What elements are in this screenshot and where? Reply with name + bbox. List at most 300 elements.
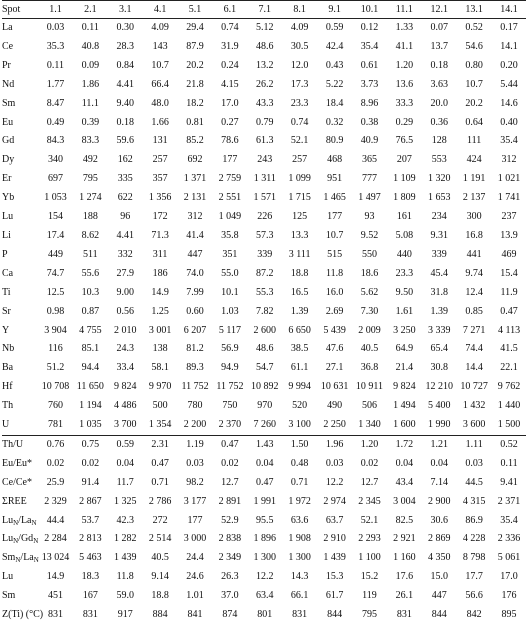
table-cell: 1 049	[212, 208, 247, 227]
row-label: La	[2, 19, 38, 38]
row-label: U	[2, 416, 38, 435]
table-cell: 9 824	[108, 378, 143, 397]
table-cell: 2 974	[317, 493, 352, 512]
table-cell: 26.2	[247, 76, 282, 95]
table-cell: 13.3	[282, 227, 317, 246]
table-cell: 1.03	[212, 303, 247, 322]
table-cell: 234	[422, 208, 457, 227]
table-cell: 30.6	[422, 512, 457, 531]
table-cell: 40.5	[143, 549, 178, 568]
table-cell: 0.43	[317, 57, 352, 76]
table-cell: 0.03	[457, 455, 492, 474]
table-cell: 10 631	[317, 378, 352, 397]
table-cell: 17.6	[387, 568, 422, 587]
table-cell: 7 260	[247, 416, 282, 435]
table-cell: 2 371	[492, 493, 526, 512]
table-cell: 2 293	[352, 530, 387, 549]
table-cell: 2 329	[38, 493, 73, 512]
table-cell: 5.22	[317, 76, 352, 95]
table-cell: 37.0	[212, 587, 247, 606]
table-cell: 16.5	[282, 284, 317, 303]
table-cell: 43.3	[247, 95, 282, 114]
table-cell: 177	[212, 151, 247, 170]
table-cell: 9.41	[492, 474, 526, 493]
table-cell: 5.62	[352, 284, 387, 303]
table-cell: 0.29	[387, 114, 422, 133]
table-cell: 692	[178, 151, 213, 170]
table-cell: 51.2	[38, 359, 73, 378]
column-header: 9.1	[317, 1, 352, 19]
table-cell: 1 432	[457, 397, 492, 416]
table-cell: 9 762	[492, 378, 526, 397]
table-cell: 0.11	[38, 57, 73, 76]
table-cell: 64.9	[387, 340, 422, 359]
table-cell: 1 439	[317, 549, 352, 568]
table-cell: 54.6	[457, 38, 492, 57]
table-cell: 1 972	[282, 493, 317, 512]
table-cell: 0.04	[387, 455, 422, 474]
table-cell: 0.20	[492, 57, 526, 76]
table-cell: 0.47	[492, 303, 526, 322]
table-cell: 0.02	[73, 455, 108, 474]
table-cell: 162	[108, 151, 143, 170]
table-cell: 1.96	[317, 435, 352, 454]
table-cell: 18.2	[178, 95, 213, 114]
subscript: N	[15, 556, 20, 564]
table-cell: 9.00	[108, 284, 143, 303]
table-cell: 3 600	[457, 416, 492, 435]
table-cell: 520	[282, 397, 317, 416]
table-cell: 884	[143, 606, 178, 625]
table-cell: 35.8	[212, 227, 247, 246]
subscript: N	[34, 556, 39, 564]
table-row	[2, 606, 526, 625]
table-cell: 186	[143, 265, 178, 284]
geochemistry-table	[2, 0, 526, 625]
column-header: 2.1	[73, 1, 108, 19]
table-cell: 777	[352, 170, 387, 189]
table-cell: 3 339	[422, 322, 457, 341]
table-cell: 257	[282, 151, 317, 170]
table-cell: 74.7	[38, 265, 73, 284]
table-cell: 52.1	[282, 132, 317, 151]
table-cell: 14.9	[143, 284, 178, 303]
table-cell: 15.2	[352, 568, 387, 587]
table-cell: 16.8	[457, 227, 492, 246]
table-cell: 0.71	[143, 474, 178, 493]
table-cell: 11 650	[73, 378, 108, 397]
table-cell: 38.5	[282, 340, 317, 359]
table-cell: 1 354	[143, 416, 178, 435]
table-cell: 0.47	[247, 474, 282, 493]
table-cell: 0.02	[352, 455, 387, 474]
row-label: Ba	[2, 359, 38, 378]
table-cell: 447	[178, 246, 213, 265]
table-cell: 44.5	[457, 474, 492, 493]
table-row	[2, 587, 526, 606]
table-row	[2, 493, 526, 512]
table-row	[2, 246, 526, 265]
table-cell: 33.4	[108, 359, 143, 378]
table-cell: 2 867	[73, 493, 108, 512]
table-cell: 1 274	[73, 189, 108, 208]
row-label: Li	[2, 227, 38, 246]
table-cell: 63.4	[247, 587, 282, 606]
row-label: Th/U	[2, 435, 38, 454]
table-cell: 7.30	[352, 303, 387, 322]
table-cell: 93	[352, 208, 387, 227]
table-cell: 2 514	[143, 530, 178, 549]
row-label: Eu/Eu*	[2, 455, 38, 474]
table-cell: 61.3	[247, 132, 282, 151]
table-cell: 84.3	[38, 132, 73, 151]
ratio-part: La	[23, 552, 34, 563]
table-cell: 55.6	[73, 265, 108, 284]
table-cell: 2 900	[422, 493, 457, 512]
table-cell: 167	[73, 587, 108, 606]
table-cell: 0.60	[178, 303, 213, 322]
table-cell: 13 024	[38, 549, 73, 568]
table-cell: 9 970	[143, 378, 178, 397]
table-cell: 5.12	[247, 19, 282, 38]
table-cell: 27.1	[317, 359, 352, 378]
table-cell: 63.6	[282, 512, 317, 531]
table-cell: 95.5	[247, 512, 282, 531]
table-cell: 2 010	[108, 322, 143, 341]
table-cell: 11.8	[317, 265, 352, 284]
table-cell: 795	[73, 170, 108, 189]
table-cell: 18.8	[282, 265, 317, 284]
table-cell: 15.0	[422, 568, 457, 587]
table-cell: 17.0	[212, 95, 247, 114]
column-header: 13.1	[457, 1, 492, 19]
table-cell: 4 228	[457, 530, 492, 549]
table-cell: 1.43	[247, 435, 282, 454]
table-cell: 0.02	[212, 455, 247, 474]
table-row	[2, 170, 526, 189]
table-cell: 15.4	[492, 265, 526, 284]
table-cell: 10 911	[352, 378, 387, 397]
table-cell: 500	[143, 397, 178, 416]
table-cell: 1 300	[247, 549, 282, 568]
column-header: 5.1	[178, 1, 213, 19]
table-cell: 468	[317, 151, 352, 170]
table-cell: 0.81	[178, 114, 213, 133]
row-label: $Lu_N/Gd_N$	[2, 530, 38, 549]
table-cell: 2 009	[352, 322, 387, 341]
table-cell: 2 786	[143, 493, 178, 512]
table-cell: 86.9	[457, 512, 492, 531]
table-cell: 0.18	[108, 114, 143, 133]
table-cell: 1 325	[108, 493, 143, 512]
table-cell: 4.41	[108, 76, 143, 95]
table-cell: 1 021	[492, 170, 526, 189]
table-cell: 177	[178, 512, 213, 531]
table-cell: 1.19	[178, 435, 213, 454]
table-cell: 781	[38, 416, 73, 435]
table-cell: 951	[317, 170, 352, 189]
row-label: Ca	[2, 265, 38, 284]
table-cell: 8.96	[352, 95, 387, 114]
row-label: Pr	[2, 57, 38, 76]
table-cell: 12.7	[352, 474, 387, 493]
table-cell: 176	[492, 587, 526, 606]
table-cell: 2 921	[387, 530, 422, 549]
table-cell: 844	[422, 606, 457, 625]
table-cell: 2 551	[212, 189, 247, 208]
table-cell: 550	[352, 246, 387, 265]
row-label: Th	[2, 397, 38, 416]
table-cell: 2.31	[143, 435, 178, 454]
table-cell: 36.8	[352, 359, 387, 378]
table-cell: 154	[38, 208, 73, 227]
subscript: N	[32, 519, 37, 527]
table-cell: 6 207	[178, 322, 213, 341]
table-cell: 14.3	[282, 568, 317, 587]
table-cell: 1.50	[282, 435, 317, 454]
table-cell: 3.63	[422, 76, 457, 95]
table-cell: 2 200	[178, 416, 213, 435]
table-cell: 424	[457, 151, 492, 170]
table-cell: 15.3	[317, 568, 352, 587]
column-header: 3.1	[108, 1, 143, 19]
row-label: $Sm_N/La_N$	[2, 549, 38, 568]
table-cell: 0.40	[492, 114, 526, 133]
table-cell: 1 053	[38, 189, 73, 208]
column-header: 10.1	[352, 1, 387, 19]
table-cell: 87.9	[178, 38, 213, 57]
table-cell: 1.77	[38, 76, 73, 95]
table-cell: 48.6	[247, 340, 282, 359]
table-cell: 0.39	[73, 114, 108, 133]
table-cell: 842	[457, 606, 492, 625]
table-cell: 41.4	[178, 227, 213, 246]
table-cell: 492	[73, 151, 108, 170]
table-cell: 188	[73, 208, 108, 227]
table-cell: 3 904	[38, 322, 73, 341]
table-cell: 10 708	[38, 378, 73, 397]
row-label: Ce/Ce*	[2, 474, 38, 493]
table-cell: 8.47	[38, 95, 73, 114]
table-cell: 2 131	[178, 189, 213, 208]
table-cell: 3 001	[143, 322, 178, 341]
table-cell: 0.87	[73, 303, 108, 322]
table-cell: 5 463	[73, 549, 108, 568]
table-cell: 506	[352, 397, 387, 416]
table-cell: 1 099	[282, 170, 317, 189]
table-cell: 1.20	[387, 57, 422, 76]
table-cell: 312	[178, 208, 213, 227]
table-cell: 1 600	[387, 416, 422, 435]
table-cell: 469	[492, 246, 526, 265]
table-cell: 29.4	[178, 19, 213, 38]
table-cell: 2 349	[212, 549, 247, 568]
row-label: Er	[2, 170, 38, 189]
table-cell: 12.7	[212, 474, 247, 493]
table-cell: 3 100	[282, 416, 317, 435]
table-cell: 23.3	[387, 265, 422, 284]
table-cell: 85.2	[178, 132, 213, 151]
table-cell: 1.01	[178, 587, 213, 606]
table-cell: 3.73	[352, 76, 387, 95]
table-cell: 40.9	[352, 132, 387, 151]
table-cell: 20.2	[178, 57, 213, 76]
table-cell: 35.4	[492, 512, 526, 531]
table-cell: 1.11	[457, 435, 492, 454]
table-cell: 96	[108, 208, 143, 227]
table-cell: 5 117	[212, 322, 247, 341]
table-cell: 1 809	[387, 189, 422, 208]
table-cell: 1 991	[247, 493, 282, 512]
table-row	[2, 530, 526, 549]
table-cell: 9.31	[422, 227, 457, 246]
table-cell: 841	[178, 606, 213, 625]
table-cell: 451	[38, 587, 73, 606]
subscript: N	[33, 537, 38, 545]
table-cell: 1 311	[247, 170, 282, 189]
table-cell: 795	[352, 606, 387, 625]
table-cell: 1.21	[422, 435, 457, 454]
table-cell: 2 137	[457, 189, 492, 208]
table-cell: 0.84	[108, 57, 143, 76]
table-row	[2, 95, 526, 114]
table-row	[2, 435, 526, 454]
table-cell: 66.1	[282, 587, 317, 606]
table-cell: 0.07	[422, 19, 457, 38]
table-cell: 1 109	[387, 170, 422, 189]
table-cell: 1 194	[73, 397, 108, 416]
table-cell: 14.4	[457, 359, 492, 378]
table-cell: 56.9	[212, 340, 247, 359]
table-cell: 21.4	[387, 359, 422, 378]
ratio-part: Gd	[21, 533, 33, 544]
column-header: 8.1	[282, 1, 317, 19]
table-cell: 12.0	[282, 57, 317, 76]
table-cell: 243	[247, 151, 282, 170]
table-cell: 81.2	[178, 340, 213, 359]
table-cell: 27.9	[108, 265, 143, 284]
table-cell: 0.64	[457, 114, 492, 133]
column-header: 7.1	[247, 1, 282, 19]
column-header: 11.1	[387, 1, 422, 19]
table-cell: 2 813	[73, 530, 108, 549]
table-cell: 11.7	[108, 474, 143, 493]
row-label: Sm	[2, 95, 38, 114]
table-cell: 8.62	[73, 227, 108, 246]
table-cell: 1 494	[387, 397, 422, 416]
table-cell: 1.72	[387, 435, 422, 454]
table-cell: 0.24	[212, 57, 247, 76]
table-cell: 55.3	[247, 284, 282, 303]
spot-corner-label: Spot	[2, 1, 38, 19]
row-label: Z(Ti) (°C)	[2, 606, 38, 625]
table-cell: 18.8	[143, 587, 178, 606]
table-cell: 0.98	[38, 303, 73, 322]
table-cell: 13.7	[422, 38, 457, 57]
table-cell: 7.99	[178, 284, 213, 303]
table-cell: 13.2	[247, 57, 282, 76]
table-cell: 35.4	[352, 38, 387, 57]
table-cell: 332	[108, 246, 143, 265]
table-cell: 87.2	[247, 265, 282, 284]
table-cell: 340	[38, 151, 73, 170]
table-cell: 1 371	[178, 170, 213, 189]
row-label: Eu	[2, 114, 38, 133]
table-cell: 40.5	[352, 340, 387, 359]
row-label: Lu	[2, 568, 38, 587]
table-cell: 7 271	[457, 322, 492, 341]
table-cell: 0.04	[108, 455, 143, 474]
table-cell: 3 111	[282, 246, 317, 265]
table-cell: 1 035	[73, 416, 108, 435]
table-cell: 257	[143, 151, 178, 170]
table-cell: 12.2	[317, 474, 352, 493]
table-cell: 89.3	[178, 359, 213, 378]
table-cell: 138	[143, 340, 178, 359]
table-cell: 8 798	[457, 549, 492, 568]
table-cell: 17.3	[282, 76, 317, 95]
table-cell: 10.7	[457, 76, 492, 95]
table-cell: 66.4	[143, 76, 178, 95]
table-cell: 4.15	[212, 76, 247, 95]
table-cell: 42.4	[317, 38, 352, 57]
table-cell: 2 600	[247, 322, 282, 341]
table-cell: 52.1	[352, 512, 387, 531]
table-cell: 14.9	[38, 568, 73, 587]
table-row	[2, 359, 526, 378]
table-cell: 111	[457, 132, 492, 151]
table-cell: 9.50	[387, 284, 422, 303]
table-cell: 161	[387, 208, 422, 227]
row-label: Yb	[2, 189, 38, 208]
table-cell: 5 439	[317, 322, 352, 341]
table-cell: 4.41	[108, 227, 143, 246]
table-cell: 1.20	[352, 435, 387, 454]
table-cell: 1.33	[387, 19, 422, 38]
table-cell: 12.5	[38, 284, 73, 303]
row-label: Nb	[2, 340, 38, 359]
table-cell: 441	[457, 246, 492, 265]
table-cell: 0.59	[108, 435, 143, 454]
ratio-part: La	[21, 515, 32, 526]
table-cell: 440	[387, 246, 422, 265]
table-cell: 1 990	[422, 416, 457, 435]
table-cell: 11.9	[492, 284, 526, 303]
table-cell: 65.4	[422, 340, 457, 359]
table-cell: 0.47	[212, 435, 247, 454]
table-cell: 207	[387, 151, 422, 170]
table-cell: 312	[492, 151, 526, 170]
table-cell: 10.3	[73, 284, 108, 303]
table-row	[2, 38, 526, 57]
table-cell: 143	[143, 38, 178, 57]
table-cell: 3 250	[387, 322, 422, 341]
table-row	[2, 284, 526, 303]
column-header: 14.1	[492, 1, 526, 19]
table-cell: 18.3	[73, 568, 108, 587]
table-cell: 0.61	[352, 57, 387, 76]
table-cell: 9.14	[143, 568, 178, 587]
row-label: Dy	[2, 151, 38, 170]
table-cell: 1.39	[282, 303, 317, 322]
table-cell: 0.17	[492, 19, 526, 38]
table-cell: 801	[247, 606, 282, 625]
table-cell: 0.38	[352, 114, 387, 133]
table-row	[2, 340, 526, 359]
table-cell: 1 282	[108, 530, 143, 549]
table-cell: 17.4	[38, 227, 73, 246]
table-cell: 119	[352, 587, 387, 606]
